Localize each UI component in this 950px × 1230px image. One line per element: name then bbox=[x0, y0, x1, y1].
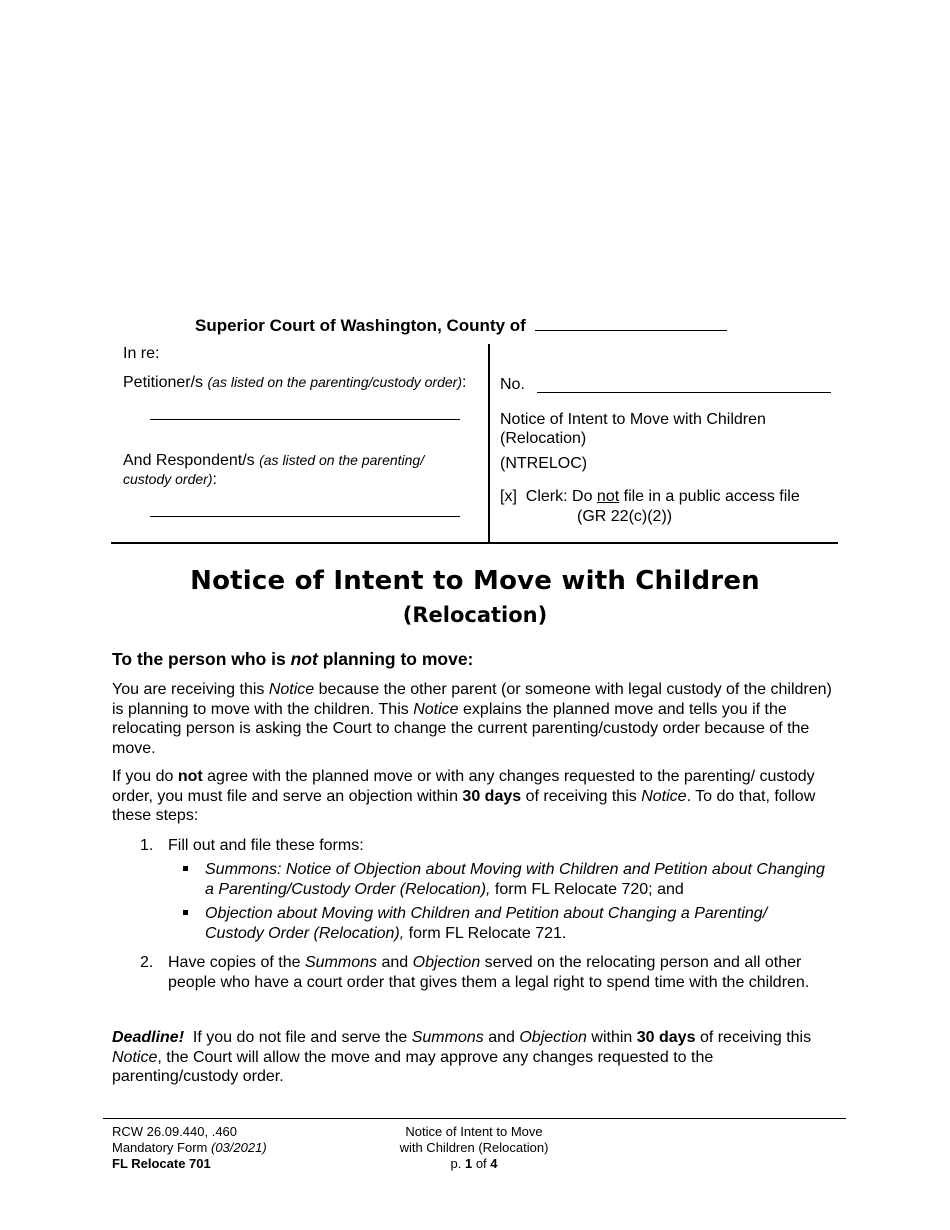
p1-notice-2: Notice bbox=[413, 700, 459, 718]
deadline-paragraph bbox=[112, 1028, 840, 1087]
clerk-post: file in a public access file bbox=[623, 488, 800, 505]
petitioner-signature-line bbox=[150, 419, 460, 420]
petitioner-colon: : bbox=[461, 374, 467, 391]
dl-summons: Summons bbox=[411, 1029, 484, 1046]
document-subtitle: (Relocation) bbox=[402, 603, 548, 627]
dl-within: within bbox=[591, 1029, 633, 1046]
court-heading bbox=[195, 314, 727, 336]
footer-mandatory bbox=[112, 1140, 267, 1156]
s2-e: served on the relocating person and all other people who have a court order that gives them a legal right to spend time with the children. bbox=[168, 954, 810, 991]
objection-paragraph bbox=[112, 767, 840, 826]
section-heading-pre: To the person who is bbox=[112, 649, 286, 669]
caption-form-title-2: (Relocation) bbox=[500, 430, 587, 447]
respondent-note-1: (as listed on the parenting/ bbox=[259, 452, 425, 468]
dl-and: and bbox=[488, 1029, 515, 1046]
petitioner-line bbox=[123, 374, 466, 392]
step-2-text bbox=[168, 953, 840, 992]
p2-g: . To do that, follow these steps: bbox=[112, 787, 816, 824]
footer-page-of: of bbox=[475, 1156, 487, 1171]
footer-page-number: 1 bbox=[464, 1156, 473, 1171]
petitioner-label: Petitioner/s bbox=[123, 374, 204, 391]
caption-form-title-1: Notice of Intent to Move with Children bbox=[500, 411, 766, 428]
footer-title-1: Notice of Intent to Move bbox=[405, 1124, 543, 1139]
s2-a: Have copies of the bbox=[168, 954, 301, 971]
section-heading-em: not bbox=[290, 649, 318, 669]
p2-c: agree with the planned move or with any changes requested to the parenting/ custody order, you must file and serve an objection within bbox=[112, 768, 815, 805]
clerk-rule: (GR 22(c)(2)) bbox=[577, 508, 673, 525]
p1-notice: Notice bbox=[268, 681, 315, 698]
footer-mandatory-label: Mandatory Form bbox=[112, 1140, 208, 1155]
summons-form-number: form FL Relocate 720; and bbox=[494, 880, 684, 898]
dl-notice: Notice bbox=[112, 1048, 158, 1066]
p2-a: If you do bbox=[112, 768, 174, 785]
caption-bottom-rule bbox=[111, 542, 838, 544]
footer-rule bbox=[103, 1118, 846, 1119]
footer-rcw: RCW 26.09.440, .460 bbox=[112, 1124, 238, 1139]
p2-notice: Notice bbox=[641, 787, 687, 805]
section-heading-post: planning to move: bbox=[322, 649, 474, 669]
footer-page bbox=[374, 1156, 574, 1172]
section-heading bbox=[112, 649, 473, 670]
s2-and: and bbox=[381, 954, 409, 971]
p2-e: of receiving this bbox=[525, 787, 637, 805]
case-number-line bbox=[537, 392, 831, 393]
court-label: Superior Court of Washington, County of bbox=[195, 316, 526, 335]
dl-g: of receiving this bbox=[699, 1029, 812, 1046]
dl-a: If you do not file and serve the bbox=[192, 1029, 408, 1046]
intro-paragraph bbox=[112, 680, 840, 758]
respondent-signature-line bbox=[150, 516, 460, 517]
footer-center bbox=[374, 1124, 574, 1172]
caption-form-code: (NTRELOC) bbox=[500, 455, 588, 472]
case-number-label: No. bbox=[500, 376, 525, 393]
clerk-checkbox: [x] bbox=[500, 488, 517, 505]
bullet-2 bbox=[183, 910, 188, 915]
s2-summons: Summons bbox=[304, 954, 378, 971]
respondent-colon: : bbox=[212, 471, 217, 488]
respondent-line bbox=[123, 452, 424, 470]
deadline-label: Deadline! bbox=[112, 1029, 185, 1046]
p1-e: explains the planned move and tells you if the relocating person is asking the Court to change the current parenting/custody order because of the move. bbox=[112, 700, 810, 757]
summons-form-name: Summons: Notice of Objection about Moving with Children and Petition about Changing a Parenting/Custody Order (Relocation), bbox=[205, 861, 825, 898]
step-1-number: 1. bbox=[140, 837, 154, 854]
county-blank bbox=[535, 314, 727, 331]
document-title: Notice of Intent to Move with Children bbox=[190, 566, 760, 596]
objection-form-number: form FL Relocate 721. bbox=[408, 924, 567, 942]
step-1-bullet-1 bbox=[205, 860, 825, 899]
footer-form-number: FL Relocate 701 bbox=[112, 1156, 211, 1171]
footer-left bbox=[112, 1124, 267, 1172]
footer-date: (03/2021) bbox=[211, 1140, 267, 1155]
petitioner-note: (as listed on the parenting/custody order) bbox=[207, 374, 462, 390]
dl-objection: Objection bbox=[519, 1029, 587, 1046]
step-1-bullet-2 bbox=[205, 904, 825, 943]
footer-title-2: with Children (Relocation) bbox=[399, 1140, 549, 1155]
p2-not: not bbox=[177, 768, 203, 785]
p1-a: You are receiving this bbox=[112, 681, 265, 698]
bullet-1 bbox=[183, 866, 188, 871]
clerk-instruction bbox=[500, 488, 800, 506]
dl-30-days: 30 days bbox=[636, 1029, 696, 1046]
respondent-label: And Respondent/s bbox=[123, 452, 255, 469]
step-1-text: Fill out and file these forms: bbox=[168, 837, 364, 854]
footer-page-pre: p. bbox=[450, 1156, 462, 1171]
respondent-note-2: custody order) bbox=[123, 471, 213, 487]
in-re-label: In re: bbox=[123, 345, 160, 362]
p1-c: because the other parent (or someone with legal custody of the children) is planning to move with the children. This bbox=[112, 681, 832, 718]
objection-form-name: Objection about Moving with Children and Petition about Changing a Parenting/ Custody Order (Relocation), bbox=[205, 905, 768, 942]
clerk-pre: Clerk: Do bbox=[525, 488, 593, 505]
clerk-not: not bbox=[596, 488, 620, 505]
caption-divider bbox=[488, 344, 490, 544]
s2-objection: Objection bbox=[412, 954, 481, 971]
respondent-line-2 bbox=[123, 471, 217, 489]
step-2-number: 2. bbox=[140, 954, 154, 971]
dl-i: , the Court will allow the move and may approve any changes requested to the parenting/custody order. bbox=[112, 1048, 714, 1085]
footer-page-total: 4 bbox=[490, 1156, 498, 1171]
p2-30-days: 30 days bbox=[462, 787, 522, 805]
